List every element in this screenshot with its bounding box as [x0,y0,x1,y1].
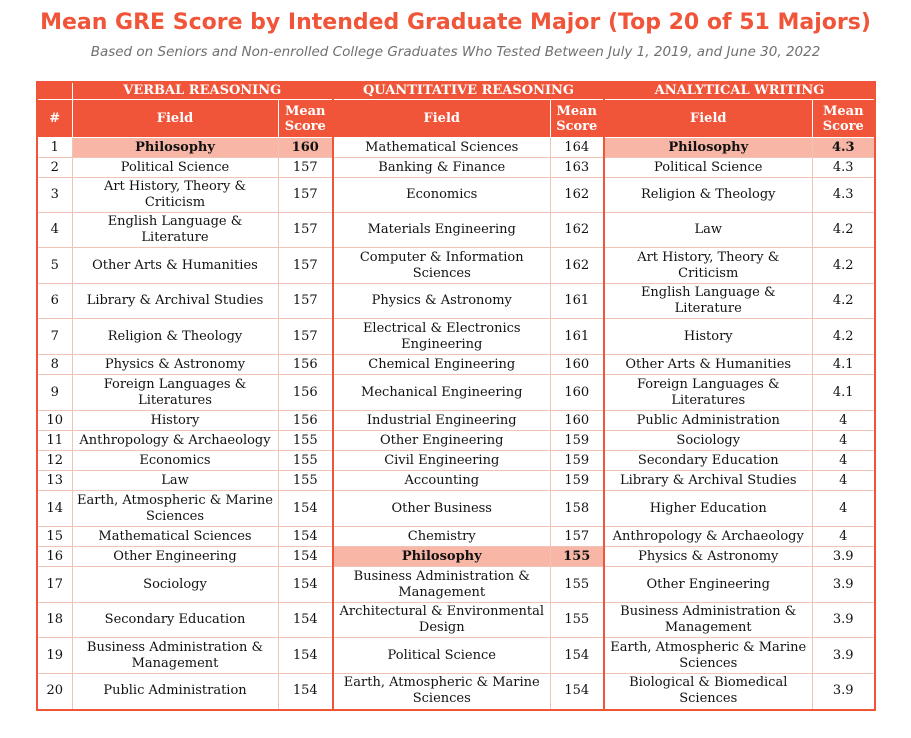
verbal-field-cell: Business Administration & Management [72,638,278,674]
quant-field-cell: Philosophy [333,547,550,567]
verbal-field-cell: Foreign Languages & Literatures [72,375,278,411]
verbal-score-cell: 154 [278,638,333,674]
rank-cell: 7 [37,319,72,355]
verbal-score-cell: 160 [278,138,333,158]
verbal-field-cell: Art History, Theory & Criticism [72,178,278,213]
quant-score-cell: 159 [550,451,604,471]
quant-field-cell: Computer & Information Sciences [333,248,550,284]
rank-cell: 15 [37,527,72,547]
quant-field-column-header: Field [333,100,550,138]
table-row [37,138,875,158]
writing-score-cell: 4.3 [812,178,875,213]
verbal-field-cell: History [72,411,278,431]
quant-score-cell: 163 [550,158,604,178]
verbal-field-cell: Physics & Astronomy [72,355,278,375]
verbal-field-cell: Religion & Theology [72,319,278,355]
verbal-score-cell: 157 [278,178,333,213]
rank-cell: 2 [37,158,72,178]
writing-score-cell: 4 [812,411,875,431]
verbal-field-cell: Law [72,471,278,491]
quant-field-cell: Other Business [333,491,550,527]
quant-field-cell: Mechanical Engineering [333,375,550,411]
table-row [37,527,875,547]
verbal-field-cell: Library & Archival Studies [72,284,278,319]
writing-score-cell: 3.9 [812,603,875,638]
writing-score-cell: 4.3 [812,138,875,158]
verbal-score-cell: 154 [278,674,333,710]
writing-field-cell: Physics & Astronomy [604,547,812,567]
quant-field-cell: Physics & Astronomy [333,284,550,319]
table-row [37,471,875,491]
verbal-score-cell: 154 [278,547,333,567]
quant-score-cell: 160 [550,355,604,375]
table-row [37,491,875,527]
rank-cell: 17 [37,567,72,603]
quant-score-cell: 161 [550,319,604,355]
table-row [37,355,875,375]
quant-score-cell: 159 [550,431,604,451]
writing-section-header: ANALYTICAL WRITING [604,82,875,100]
writing-field-cell: Other Arts & Humanities [604,355,812,375]
quant-field-cell: Economics [333,178,550,213]
writing-field-cell: Anthropology & Archaeology [604,527,812,547]
writing-field-cell: Sociology [604,431,812,451]
quant-score-cell: 162 [550,248,604,284]
quant-score-cell: 162 [550,213,604,248]
writing-field-cell: Other Engineering [604,567,812,603]
quant-field-cell: Accounting [333,471,550,491]
writing-score-cell: 3.9 [812,638,875,674]
verbal-score-cell: 156 [278,355,333,375]
writing-field-cell: Secondary Education [604,451,812,471]
writing-score-cell: 4.1 [812,375,875,411]
verbal-field-cell: Economics [72,451,278,471]
quant-score-cell: 155 [550,547,604,567]
quant-field-cell: Earth, Atmospheric & Marine Sciences [333,674,550,710]
table-row [37,547,875,567]
verbal-score-cell: 155 [278,471,333,491]
quant-field-cell: Banking & Finance [333,158,550,178]
quant-score-cell: 157 [550,527,604,547]
verbal-score-cell: 157 [278,213,333,248]
table-row [37,603,875,638]
writing-score-cell: 4.1 [812,355,875,375]
writing-field-cell: Foreign Languages & Literatures [604,375,812,411]
rank-group-header [37,82,72,100]
verbal-field-cell: Secondary Education [72,603,278,638]
writing-score-cell: 3.9 [812,547,875,567]
writing-field-cell: Earth, Atmospheric & Marine Sciences [604,638,812,674]
writing-field-cell: English Language & Literature [604,284,812,319]
writing-score-column-header: Mean Score [812,100,875,138]
writing-field-cell: Public Administration [604,411,812,431]
table-row [37,567,875,603]
rank-cell: 20 [37,674,72,710]
writing-field-cell: Art History, Theory & Criticism [604,248,812,284]
quant-score-cell: 155 [550,603,604,638]
quant-score-cell: 158 [550,491,604,527]
verbal-field-cell: Other Engineering [72,547,278,567]
writing-score-cell: 4 [812,451,875,471]
rank-cell: 19 [37,638,72,674]
verbal-field-cell: Political Science [72,158,278,178]
writing-score-cell: 3.9 [812,567,875,603]
rank-cell: 3 [37,178,72,213]
rank-cell: 10 [37,411,72,431]
table-row [37,431,875,451]
rank-cell: 16 [37,547,72,567]
quant-field-cell: Materials Engineering [333,213,550,248]
quant-section-header: QUANTITATIVE REASONING [333,82,604,100]
quant-score-cell: 155 [550,567,604,603]
quant-field-cell: Mathematical Sciences [333,138,550,158]
verbal-score-cell: 154 [278,567,333,603]
writing-field-cell: Political Science [604,158,812,178]
rank-cell: 5 [37,248,72,284]
writing-score-cell: 4 [812,491,875,527]
quant-field-cell: Civil Engineering [333,451,550,471]
rank-column-header: # [37,100,72,138]
rank-cell: 9 [37,375,72,411]
table-row [37,158,875,178]
table-row [37,411,875,431]
quant-score-cell: 159 [550,471,604,491]
verbal-score-cell: 157 [278,284,333,319]
gre-score-table [36,81,876,711]
verbal-field-cell: Public Administration [72,674,278,710]
quant-field-cell: Industrial Engineering [333,411,550,431]
writing-field-cell: Higher Education [604,491,812,527]
writing-score-cell: 4.3 [812,158,875,178]
table-row [37,248,875,284]
rank-cell: 1 [37,138,72,158]
table-row [37,213,875,248]
quant-score-cell: 162 [550,178,604,213]
writing-field-cell: Library & Archival Studies [604,471,812,491]
verbal-field-column-header: Field [72,100,278,138]
rank-cell: 11 [37,431,72,451]
writing-field-cell: Philosophy [604,138,812,158]
rank-cell: 18 [37,603,72,638]
quant-field-cell: Political Science [333,638,550,674]
verbal-score-cell: 154 [278,527,333,547]
table-row [37,319,875,355]
verbal-score-column-header: Mean Score [278,100,333,138]
writing-score-cell: 4.2 [812,248,875,284]
writing-field-cell: Biological & Biomedical Sciences [604,674,812,710]
verbal-score-cell: 157 [278,248,333,284]
quant-field-cell: Chemistry [333,527,550,547]
writing-field-cell: Business Administration & Management [604,603,812,638]
rank-cell: 12 [37,451,72,471]
rank-cell: 8 [37,355,72,375]
quant-score-cell: 161 [550,284,604,319]
table-row [37,451,875,471]
table-row [37,178,875,213]
verbal-section-header: VERBAL REASONING [72,82,333,100]
quant-score-cell: 160 [550,411,604,431]
verbal-score-cell: 157 [278,158,333,178]
page-subtitle: Based on Seniors and Non-enrolled College Graduates Who Tested Between July 1, 2019, and June 30, 2022 [90,44,821,60]
verbal-field-cell: Anthropology & Archaeology [72,431,278,451]
page-title: Mean GRE Score by Intended Graduate Major (Top 20 of 51 Majors) [40,10,871,35]
writing-field-cell: History [604,319,812,355]
verbal-score-cell: 157 [278,319,333,355]
writing-score-cell: 4.2 [812,319,875,355]
quant-field-cell: Other Engineering [333,431,550,451]
verbal-score-cell: 156 [278,375,333,411]
quant-score-cell: 160 [550,375,604,411]
table-row [37,375,875,411]
writing-score-cell: 4 [812,471,875,491]
writing-field-column-header: Field [604,100,812,138]
rank-cell: 13 [37,471,72,491]
verbal-score-cell: 155 [278,451,333,471]
verbal-score-cell: 154 [278,491,333,527]
writing-score-cell: 4 [812,431,875,451]
quant-field-cell: Architectural & Environmental Design [333,603,550,638]
writing-score-cell: 4.2 [812,213,875,248]
verbal-field-cell: Mathematical Sciences [72,527,278,547]
quant-field-cell: Electrical & Electronics Engineering [333,319,550,355]
quant-score-cell: 154 [550,674,604,710]
quant-score-column-header: Mean Score [550,100,604,138]
rank-cell: 14 [37,491,72,527]
table-row [37,284,875,319]
writing-field-cell: Religion & Theology [604,178,812,213]
verbal-score-cell: 154 [278,603,333,638]
quant-field-cell: Business Administration & Management [333,567,550,603]
verbal-score-cell: 155 [278,431,333,451]
verbal-field-cell: English Language & Literature [72,213,278,248]
verbal-field-cell: Earth, Atmospheric & Marine Sciences [72,491,278,527]
writing-score-cell: 4.2 [812,284,875,319]
verbal-field-cell: Philosophy [72,138,278,158]
verbal-field-cell: Other Arts & Humanities [72,248,278,284]
table-row [37,674,875,710]
quant-score-cell: 154 [550,638,604,674]
writing-score-cell: 4 [812,527,875,547]
rank-cell: 4 [37,213,72,248]
writing-score-cell: 3.9 [812,674,875,710]
verbal-score-cell: 156 [278,411,333,431]
quant-score-cell: 164 [550,138,604,158]
table-row [37,638,875,674]
quant-field-cell: Chemical Engineering [333,355,550,375]
rank-cell: 6 [37,284,72,319]
writing-field-cell: Law [604,213,812,248]
verbal-field-cell: Sociology [72,567,278,603]
table-body [37,138,875,710]
